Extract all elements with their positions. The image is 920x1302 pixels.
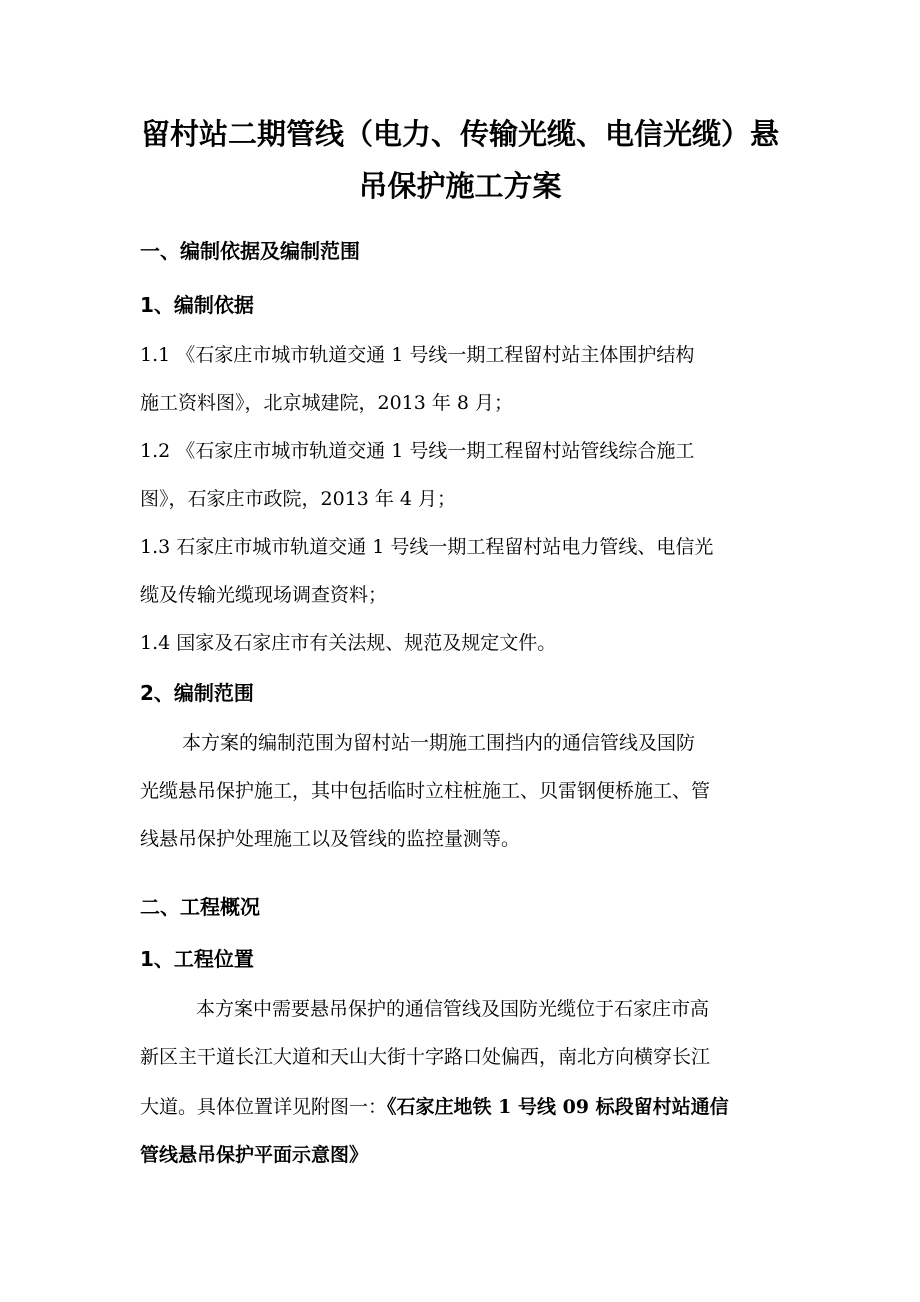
section-heading-1: 一、编制依据及编制范围 — [140, 239, 360, 263]
subsection-heading-1-2: 2、编制范围 — [140, 681, 254, 705]
subsection-heading-1-1: 1、编制依据 — [140, 293, 254, 317]
basis-item-3-line-2: 缆及传输光缆现场调查资料； — [140, 584, 388, 606]
figure-reference: 《石家庄地铁 1 号线 09 标段留村站通信 — [387, 1096, 729, 1118]
basis-item-2-line-2: 图》，石家庄市政院，2013 年 4 月； — [140, 488, 457, 510]
basis-item-1-line-1: 1.1 《石家庄市城市轨道交通 1 号线一期工程留村站主体围护结构 — [140, 344, 695, 366]
scope-paragraph-line-3: 线悬吊保护处理施工以及管线的监控量测等。 — [140, 828, 521, 850]
basis-item-3-line-1: 1.3 石家庄市城市轨道交通 1 号线一期工程留村站电力管线、电信光 — [140, 536, 714, 558]
document-title-line-1: 留村站二期管线（电力、传输光缆、电信光缆）悬 — [140, 117, 779, 151]
location-paragraph-line-2: 新区主干道长江大道和天山大街十字路口处偏西，南北方向横穿长江 — [140, 1046, 711, 1068]
location-paragraph-text: 大道。具体位置详见附图一： — [140, 1096, 388, 1118]
basis-item-4: 1.4 国家及石家庄市有关法规、规范及规定文件。 — [140, 632, 557, 654]
basis-item-1-line-2: 施工资料图》，北京城建院，2013 年 8 月； — [140, 392, 514, 414]
scope-paragraph-line-2: 光缆悬吊保护施工，其中包括临时立柱桩施工、贝雷钢便桥施工、管 — [140, 780, 711, 802]
document-title-line-2: 吊保护施工方案 — [358, 169, 562, 203]
section-heading-2: 二、工程概况 — [140, 895, 260, 919]
scope-paragraph-line-1: 本方案的编制范围为留村站一期施工围挡内的通信管线及国防 — [182, 732, 696, 754]
figure-reference-continued: 管线悬吊保护平面示意图》 — [140, 1144, 369, 1166]
subsection-heading-2-1: 1、工程位置 — [140, 947, 254, 971]
location-paragraph-line-3 — [140, 1092, 729, 1122]
location-paragraph-line-1: 本方案中需要悬吊保护的通信管线及国防光缆位于石家庄市高 — [196, 998, 710, 1020]
basis-item-2-line-1: 1.2 《石家庄市城市轨道交通 1 号线一期工程留村站管线综合施工 — [140, 440, 695, 462]
